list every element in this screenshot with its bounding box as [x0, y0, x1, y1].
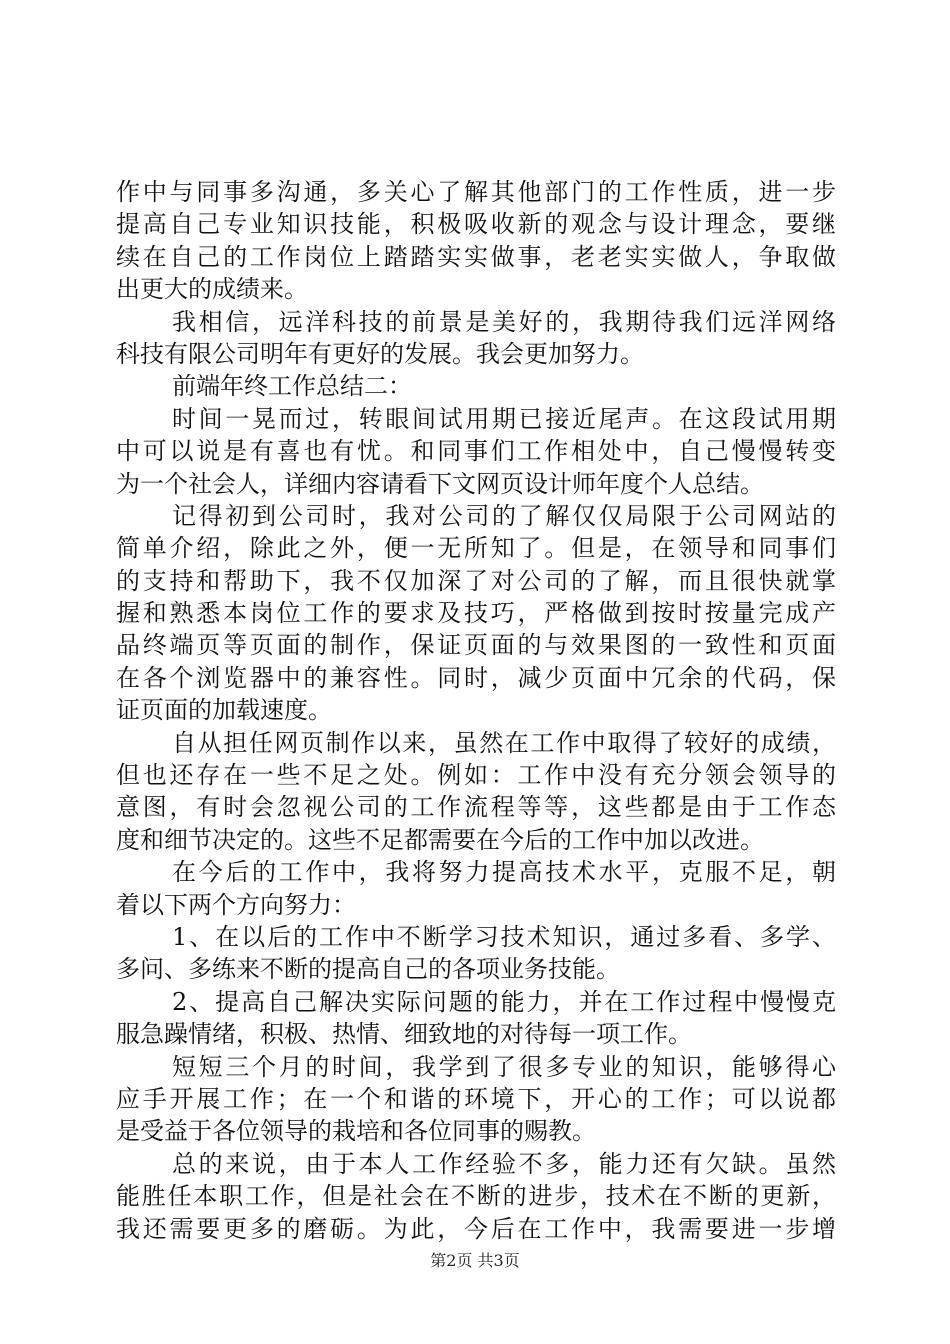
text-line: 作中与同事多沟通，多关心了解其他部门的工作性质，进一步 — [116, 178, 836, 206]
text-line: 能胜任本职工作，但是社会在不断的进步，技术在不断的更新， — [116, 1182, 836, 1211]
text-line: 是受益于各位领导的栽培和各位同事的赐教。 — [116, 1117, 596, 1146]
paragraph-first-line: 我相信，远洋科技的前景是美好的，我期待我们远洋网络 — [172, 307, 836, 336]
text-line: 续在自己的工作岗位上踏踏实实做事，老老实实做人，争取做 — [116, 242, 836, 271]
text-line: 但也还存在一些不足之处。例如：工作中没有充分领会领导的 — [116, 761, 836, 790]
paragraph-first-line: 自从担任网页制作以来，虽然在工作中取得了较好的成绩， — [172, 728, 836, 757]
text-line: 度和细节决定的。这些不足都需要在今后的工作中加以改进。 — [116, 825, 764, 854]
paragraph-first-line: 记得初到公司时，我对公司的了解仅仅局限于公司网站的 — [172, 501, 836, 530]
text-line: 在各个浏览器中的兼容性。同时，减少页面中冗余的代码，保 — [116, 663, 836, 692]
text-line: 我还需要更多的磨砺。为此，今后在工作中，我需要进一步增 — [116, 1214, 836, 1243]
text-line: 科技有限公司明年有更好的发展。我会更加努力。 — [116, 339, 644, 368]
document-body — [116, 176, 836, 1245]
section-heading: 前端年终工作总结二： — [172, 372, 412, 401]
text-line: 意图，有时会忽视公司的工作流程等等，这些都是由于工作态 — [116, 793, 836, 822]
page-number-footer: 第2页 共3页 — [430, 1251, 520, 1270]
paragraph-first-line: 短短三个月的时间，我学到了很多专业的知识，能够得心 — [172, 1052, 836, 1081]
paragraph-first-line: 总的来说，由于本人工作经验不多，能力还有欠缺。虽然 — [172, 1149, 836, 1178]
text-line: 的支持和帮助下，我不仅加深了对公司的了解，而且很快就掌 — [116, 566, 836, 595]
text-line: 简单介绍，除此之外，便一无所知了。但是，在领导和同事们 — [116, 534, 836, 563]
text-line: 服急躁情绪，积极、热情、细致地的对待每一项工作。 — [116, 1020, 692, 1049]
text-line: 出更大的成绩来。 — [116, 275, 308, 304]
text-line: 为一个社会人，详细内容请看下文网页设计师年度个人总结。 — [116, 469, 764, 498]
text-line: 应手开展工作；在一个和谐的环境下，开心的工作；可以说都 — [116, 1084, 836, 1113]
text-line: 证页面的加载速度。 — [116, 696, 332, 725]
text-line: 提高自己专业知识技能，积极吸收新的观念与设计理念，要继 — [116, 210, 836, 239]
text-line: 着以下两个方向努力： — [116, 890, 356, 919]
paragraph-first-line: 在今后的工作中，我将努力提高技术水平，克服不足，朝 — [172, 858, 836, 887]
text-line: 品终端页等页面的制作，保证页面的与效果图的一致性和页面 — [116, 631, 836, 660]
text-line: 多问、多练来不断的提高自己的各项业务技能。 — [116, 955, 620, 984]
text-line: 握和熟悉本岗位工作的要求及技巧，严格做到按时按量完成产 — [116, 599, 836, 628]
paragraph-first-line: 时间一晃而过，转眼间试用期已接近尾声。在这段试用期 — [172, 404, 836, 433]
numbered-item-1: 1、在以后的工作中不断学习技术知识，通过多看、多学、 — [172, 922, 836, 951]
numbered-item-2: 2、提高自己解决实际问题的能力，并在工作过程中慢慢克 — [172, 987, 836, 1016]
text-line: 中可以说是有喜也有忧。和同事们工作相处中，自己慢慢转变 — [116, 437, 836, 466]
